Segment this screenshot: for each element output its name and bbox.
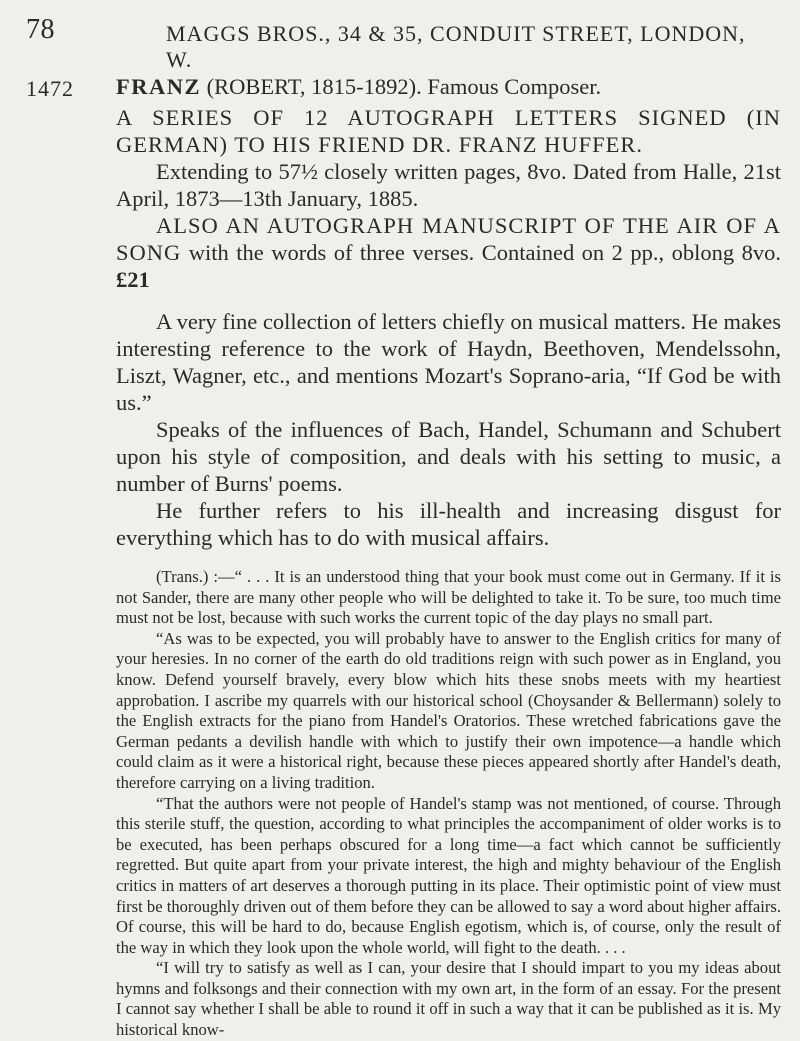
composer-details: (ROBERT, 1815-1892). Famous Composer.	[206, 74, 602, 99]
description-paragraph: He further refers to his ill-health and increasing disgust for everything which has to do with musical affairs.	[116, 498, 781, 550]
also-title: ALSO AN AUTOGRAPH MANUSCRIPT OF THE AIR OF A SONG	[116, 213, 781, 265]
also-details: with the words of three verses. Contained on 2 pp., oblong 8vo.	[188, 240, 781, 265]
lot-also	[116, 212, 781, 293]
translation-paragraph: “As was to be expected, you will probably have to answer to the English critics for many of your heresies. In no corner of the earth do old traditions reign with such power as in England, you know. Defend yourself bravely, every blow which hits these snobs meets with my heartiest approbation. I ascribe my quarrels with our historical school (Choysander & Bellermann) solely to the English extracts for the piano from Handel's Oratorios. These wretched fabrications gave the German pedants a devilish handle with which to justify their own impotence—a handle which could claim as it were a historical right, because these pieces appeared shortly after Handel's death, therefore carrying on a living tradition.	[116, 628, 781, 792]
lot-line	[26, 72, 781, 104]
lot-extent: Extending to 57½ closely written pages, 8vo. Dated from Halle, 21st April, 1873—13th January, 1885.	[116, 159, 781, 211]
page-number: 78	[26, 14, 55, 45]
description-paragraph: Speaks of the influences of Bach, Handel, Schumann and Schubert upon his style of composition, and deals with his setting to music, a number of Burns' poems.	[116, 417, 781, 496]
translation	[116, 567, 781, 1041]
running-head: MAGGS BROS., 34 & 35, CONDUIT STREET, LONDON, W.	[166, 21, 746, 72]
translation-paragraph: “That the authors were not people of Handel's stamp was not mentioned, of course. Through this sterile stuff, the question, according to what principles the accompaniment of older works is to be executed, has been perhaps obscured for a long time—a fact which cannot be sufficiently regretted. But quite apart from your private interest, the high and mighty behaviour of the English critics in matters of art deserves a thorough putting in its place. Their optimistic point of view must first be thoroughly driven out of them before they can be allowed to say a word about higher affairs. Of course, this will be hard to do, because English egotism, which is, of course, only the result of the way in which they look upon the whole world, will fight to the death. . . .	[116, 793, 781, 957]
lot-heading	[116, 74, 601, 100]
translation-paragraph: (Trans.) :—“ . . . It is an understood thing that your book must come out in Germany. If it is not Sander, there are many other people who will be delighted to take it. To be sure, too much time must not be lost, because with such works the current topic of the day plays no small part.	[116, 567, 781, 628]
spacer	[26, 293, 781, 308]
page-header	[26, 14, 770, 72]
catalogue-entry	[26, 72, 781, 1041]
description-paragraph: A very fine collection of letters chiefly on musical matters. He makes interesting reference to the work of Haydn, Beethoven, Mendelssohn, Liszt, Wagner, etc., and mentions Mozart's Soprano-aria, “If God be with us.”	[116, 309, 781, 415]
lot-number: 1472	[26, 76, 74, 101]
spacer	[26, 551, 781, 567]
lot-price: £21	[116, 267, 150, 292]
lot-title: A SERIES OF 12 AUTOGRAPH LETTERS SIGNED (IN GERMAN) TO HIS FRIEND DR. FRANZ HUFFER.	[116, 105, 781, 157]
translation-paragraph: “I will try to satisfy as well as I can, your desire that I should impart to you my ideas about hymns and folksongs and their connection with my own art, in the form of an essay. For the present I cannot say whether I shall be able to round it off in such a way that it can be published as it is. My historical know-	[116, 958, 781, 1040]
composer-name: FRANZ	[116, 74, 201, 99]
